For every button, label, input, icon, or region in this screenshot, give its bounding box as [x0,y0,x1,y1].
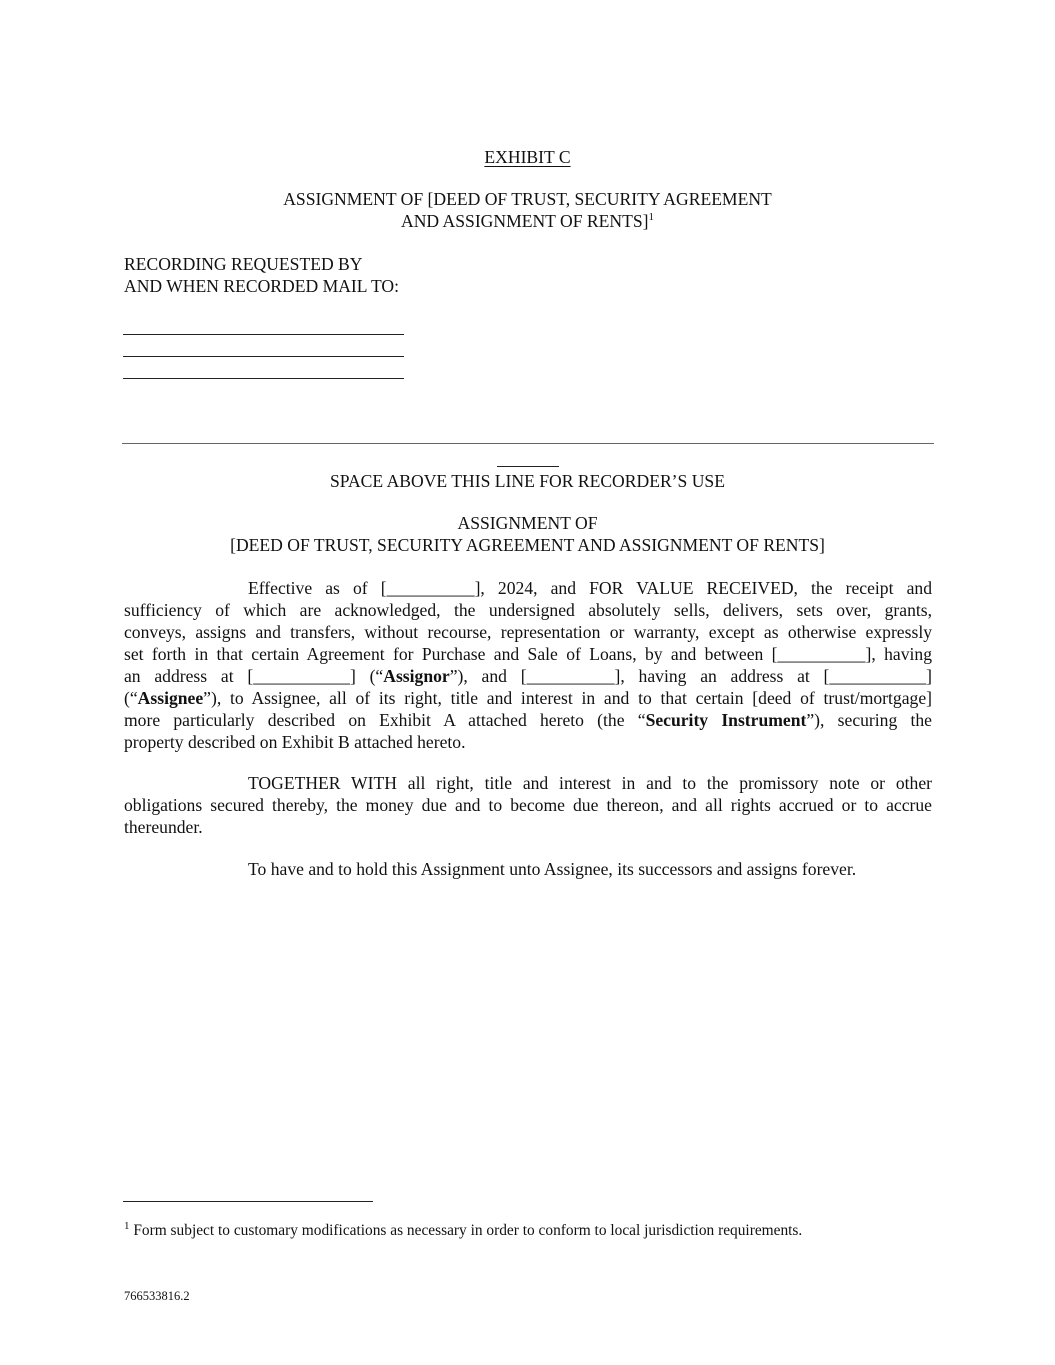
together-with-paragraph [124,772,932,838]
mail-to-line-2 [123,356,404,357]
document-title [0,188,1055,232]
recording-block [124,253,399,297]
recorded-mail-to-label: AND WHEN RECORDED MAIL TO: [124,276,399,296]
recorder-divider [122,443,934,444]
exhibit-heading: EXHIBIT C [484,147,571,167]
paragraph-line: TOGETHER WITH all right, title and interest in and to the promissory note or other [248,773,932,793]
footnote-number: 1 [124,1219,130,1232]
recording-requested-label: RECORDING REQUESTED BY [124,254,363,274]
assignee-term: Assignee [137,688,204,708]
recorder-use-note: SPACE ABOVE THIS LINE FOR RECORDER’S USE [330,471,725,491]
body-title-line-2: [DEED OF TRUST, SECURITY AGREEMENT AND ASSIGNMENT OF RENTS] [230,535,825,555]
paragraph-line: (“Assignee”), to Assignee, all of its right, title and interest in and to that certain [deed of trust/mortgage] [124,688,932,708]
footnote [124,1221,802,1241]
recorder-short-rule [497,466,559,467]
paragraph-line: property described on Exhibit B attached hereto. [124,732,466,752]
document-title-line-1: ASSIGNMENT OF [DEED OF TRUST, SECURITY AGREEMENT [283,189,772,209]
security-instrument-term: Security Instrument [645,710,807,730]
paragraph-line: To have and to hold this Assignment unto Assignee, its successors and assigns forever. [248,859,857,879]
mail-to-line-1 [123,334,404,335]
paragraph-line: sufficiency of which are acknowledged, the undersigned absolutely sells, delivers, sets over, grants, [124,600,932,620]
assignor-term: Assignor [383,666,450,686]
paragraph-line: thereunder. [124,817,203,837]
paragraph-line: conveys, assigns and transfers, without recourse, representation or warranty, except as otherwise expressly [124,622,932,642]
document-id: 766533816.2 [124,1289,190,1303]
mail-to-line-3 [123,378,404,379]
footnote-separator [123,1201,373,1202]
footnote-text: Form subject to customary modifications as necessary in order to conform to local jurisdiction requirements. [133,1222,803,1239]
paragraph-line: an address at [___________] (“Assignor”), and [__________], having an address at [___________] [124,666,933,686]
assignment-paragraph [124,577,932,753]
document-title-line-2: AND ASSIGNMENT OF RENTS]$^1$ [401,211,654,231]
body-title-line-1: ASSIGNMENT OF [457,513,598,533]
paragraph-line: obligations secured thereby, the money due and to become due thereon, and all rights accrued or to accrue [124,795,932,815]
habendum-paragraph [124,858,932,880]
body-title [0,512,1055,556]
paragraph-line: more particularly described on Exhibit A attached hereto (the “Security Instrument”), securing the [124,710,932,730]
paragraph-line: set forth in that certain Agreement for Purchase and Sale of Loans, by and between [__________], having [124,644,932,664]
footnote-reference: 1 [648,211,654,224]
paragraph-line: Effective as of [__________], 2024, and FOR VALUE RECEIVED, the receipt and [248,578,932,598]
